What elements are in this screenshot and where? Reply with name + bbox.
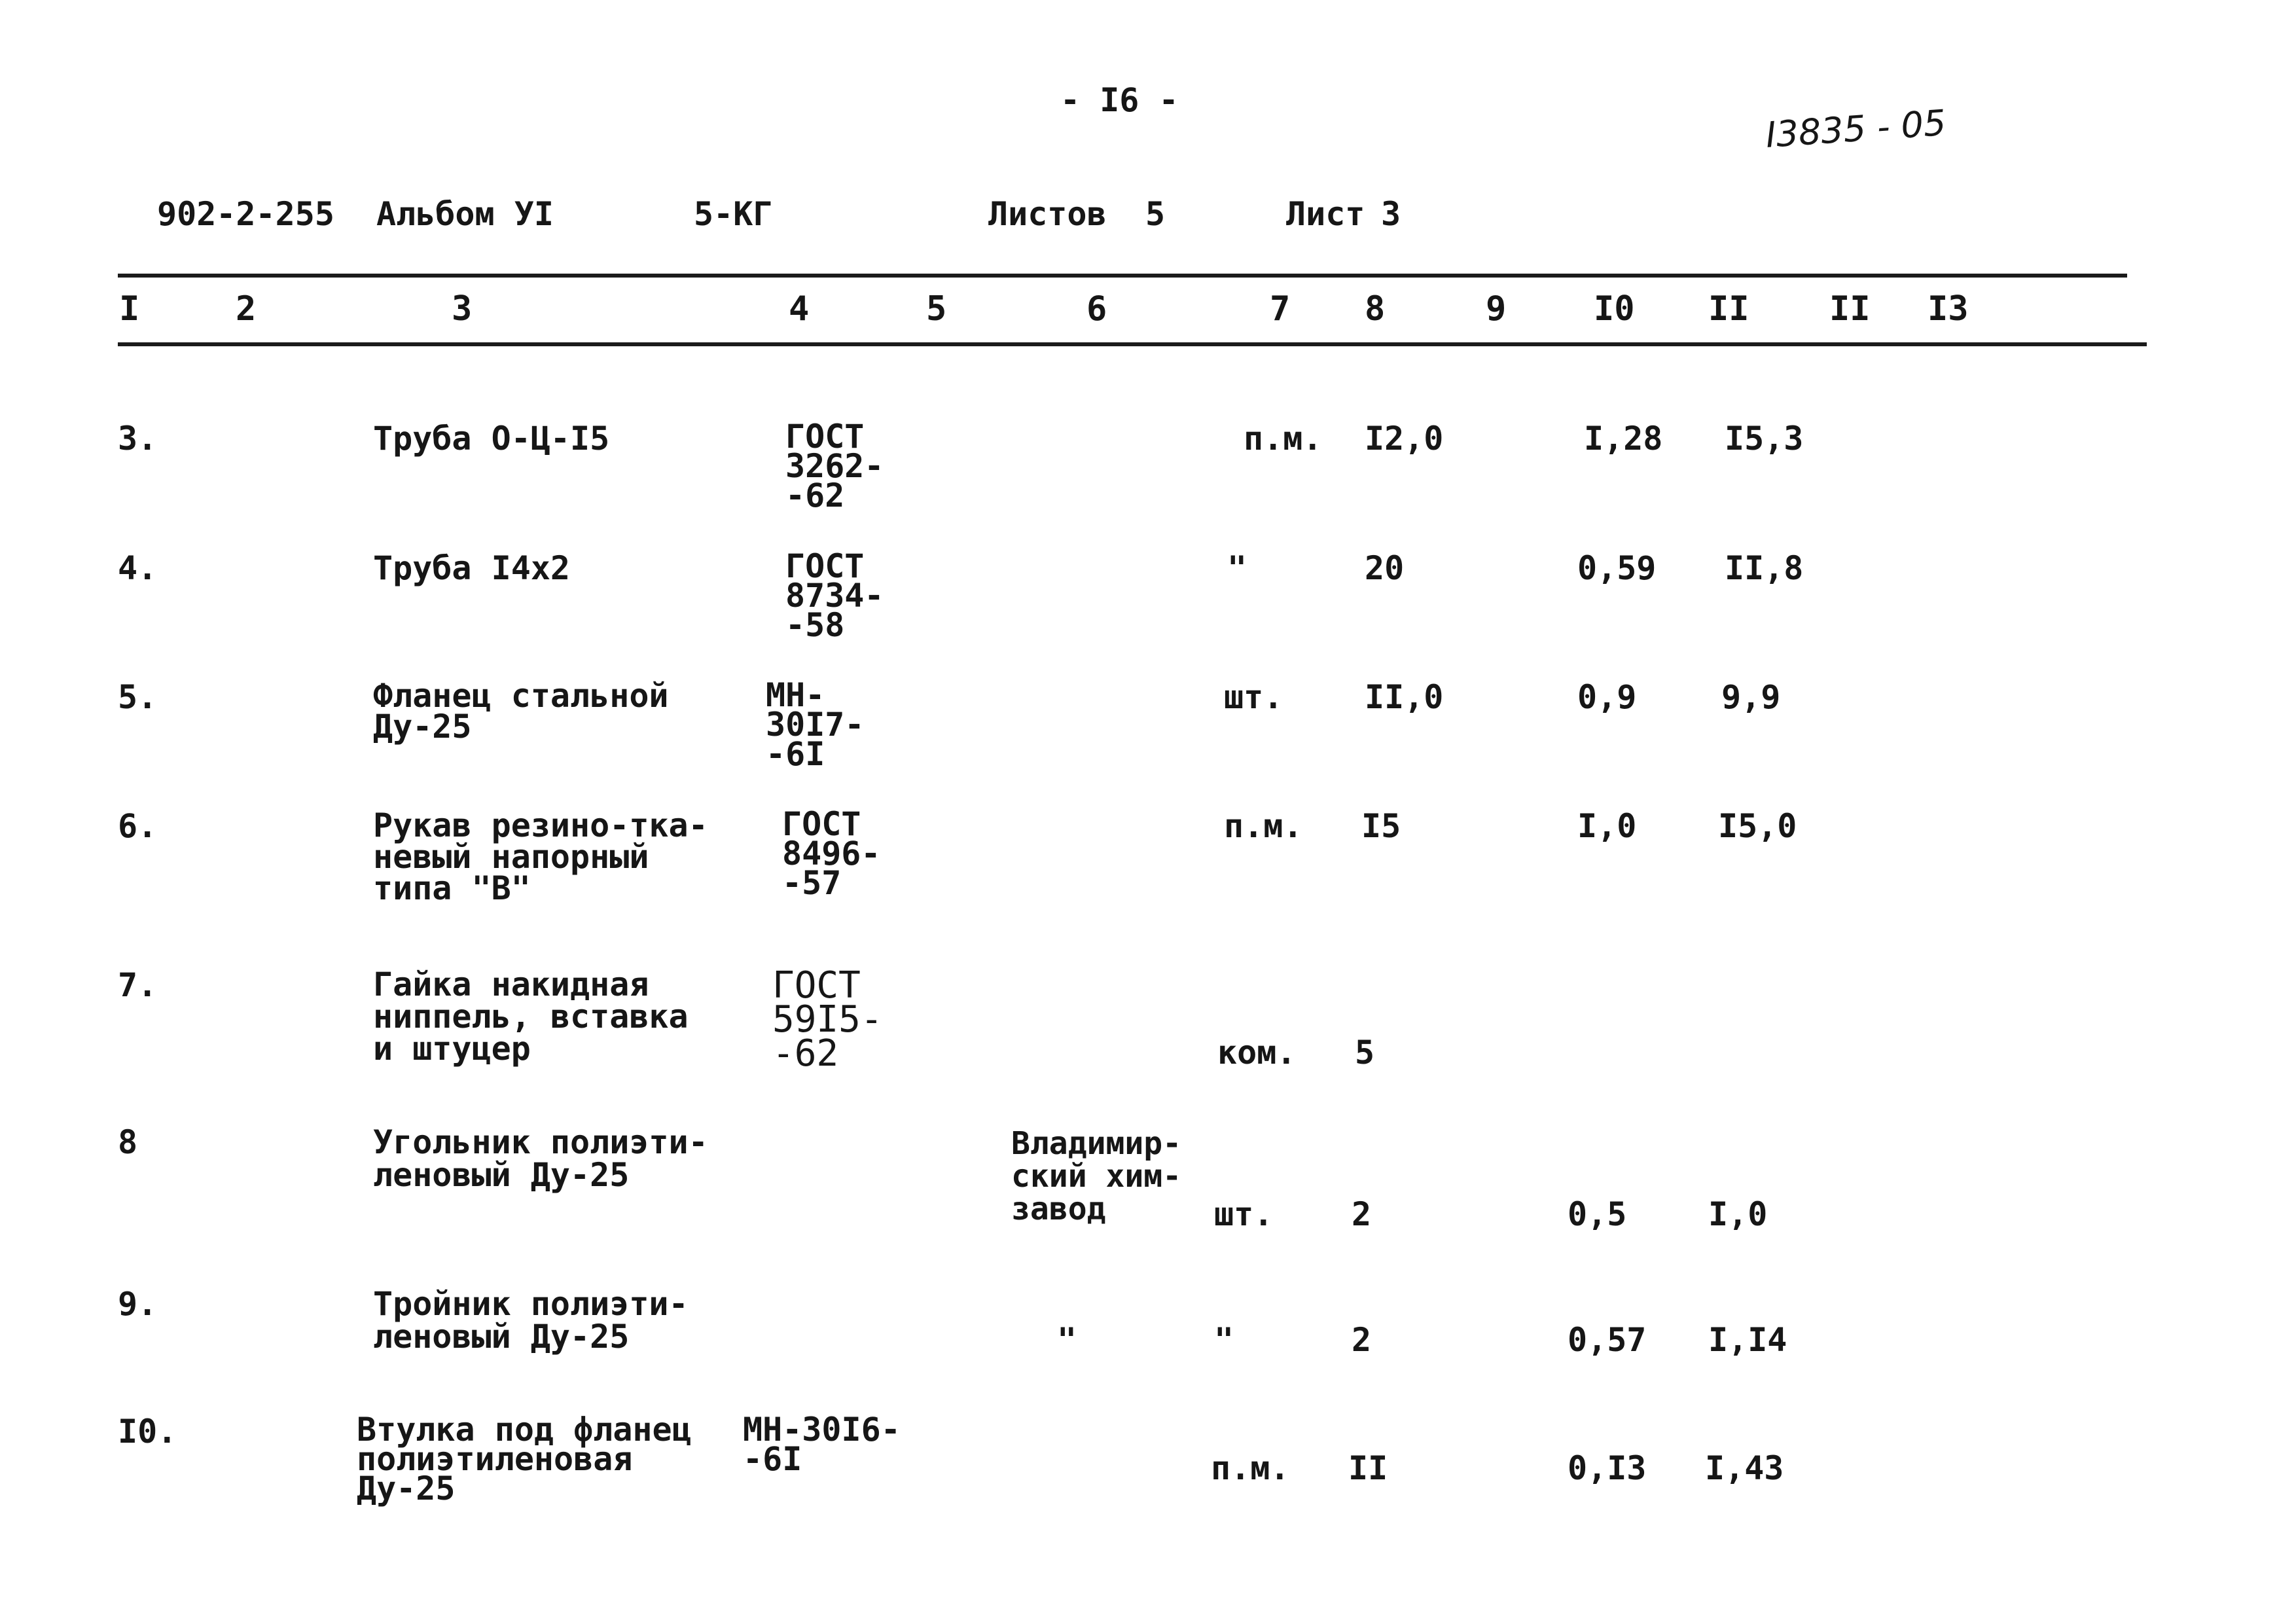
item-total-weight: II,8: [1725, 549, 1804, 587]
item-name: Тройник полиэти- леновый Ду-25: [373, 1285, 689, 1356]
sheets-value: 5: [1145, 195, 1166, 233]
column-number: I0: [1594, 289, 1635, 329]
item-standard: МН- 30I7- -6I: [766, 676, 865, 773]
column-number: I: [119, 289, 140, 329]
album-label: Альбом УI: [376, 195, 554, 233]
item-name: Труба О-Ц-I5: [373, 420, 610, 458]
item-name: Втулка под фланец полиэтиленовая Ду-25: [357, 1411, 692, 1507]
item-name: Угольник полиэти- леновый Ду-25: [373, 1123, 708, 1194]
column-number: II: [1829, 289, 1871, 329]
row-number: 9.: [118, 1285, 158, 1323]
page-number: - I6 -: [1060, 81, 1179, 119]
item-name: Фланец стальной Ду-25: [373, 677, 669, 746]
item-quantity: I2,0: [1365, 420, 1444, 458]
item-unit: шт.: [1214, 1195, 1274, 1233]
item-standard: ГОСТ 8496- -57: [782, 805, 881, 902]
item-unit: п.м.: [1244, 420, 1323, 458]
row-number: 5.: [118, 678, 158, 716]
sheet-label: Лист: [1286, 195, 1365, 233]
item-name: Рукав резино-тка- невый напорный типа "В": [373, 806, 708, 907]
item-unit: п.м.: [1211, 1449, 1290, 1487]
item-quantity: II: [1348, 1449, 1388, 1487]
row-number: I0.: [118, 1413, 177, 1451]
column-number: 4: [789, 289, 810, 329]
sheet-value: 3: [1381, 195, 1401, 233]
item-quantity: 2: [1352, 1195, 1372, 1233]
item-standard: ГОСТ 3262- -62: [785, 418, 884, 514]
item-total-weight: I5,3: [1725, 420, 1804, 458]
item-unit-weight: 0,9: [1577, 678, 1637, 716]
item-quantity: I5: [1361, 807, 1401, 845]
item-unit-weight: I,0: [1577, 807, 1637, 845]
item-unit-weight: 0,5: [1568, 1195, 1627, 1233]
item-unit: ": [1214, 1321, 1234, 1359]
archive-stamp: I3835 - 05: [1764, 101, 1948, 156]
section-code: 5-КГ: [694, 195, 773, 233]
column-number: 7: [1270, 289, 1291, 329]
column-number: 6: [1086, 289, 1107, 329]
item-total-weight: 9,9: [1721, 678, 1781, 716]
item-standard: МН-30I6- -6I: [743, 1411, 901, 1478]
item-quantity: 20: [1365, 549, 1405, 587]
item-name: Гайка накидная ниппель, вставка и штуцер: [373, 965, 689, 1068]
item-quantity: 5: [1355, 1034, 1375, 1072]
item-total-weight: I,43: [1705, 1449, 1784, 1487]
item-unit: шт.: [1224, 678, 1283, 716]
row-number: 4.: [118, 549, 158, 587]
column-number: 5: [926, 289, 947, 329]
item-unit-weight: 0,57: [1568, 1321, 1647, 1359]
item-total-weight: I5,0: [1718, 807, 1797, 845]
sheets-label: Листов: [988, 195, 1107, 233]
item-unit: ком.: [1217, 1034, 1297, 1072]
project-code: 902-2-255: [157, 195, 334, 233]
item-total-weight: I,0: [1708, 1195, 1768, 1233]
item-unit-weight: 0,I3: [1568, 1449, 1647, 1487]
column-number: 9: [1486, 289, 1507, 329]
row-number: 3.: [118, 420, 158, 458]
column-number: 2: [236, 289, 257, 329]
item-name: Труба I4x2: [373, 549, 571, 587]
table-top-rule: [118, 274, 2127, 278]
column-number: II: [1708, 289, 1749, 329]
item-quantity: II,0: [1365, 678, 1444, 716]
item-unit-weight: I,28: [1584, 420, 1663, 458]
item-standard: ГОСТ 8734- -58: [785, 547, 884, 644]
table-header-rule: [118, 342, 2147, 346]
item-supplier: Владимир- ский хим- завод: [1011, 1125, 1182, 1227]
item-total-weight: I,I4: [1708, 1321, 1787, 1359]
column-number: I3: [1928, 289, 1969, 329]
item-supplier: ": [1057, 1321, 1077, 1359]
column-number: 3: [452, 289, 473, 329]
item-unit: п.м.: [1224, 807, 1303, 845]
item-unit: ": [1227, 549, 1247, 587]
column-number: 8: [1365, 289, 1386, 329]
row-number: 8: [118, 1123, 138, 1161]
item-quantity: 2: [1352, 1321, 1372, 1359]
item-unit-weight: 0,59: [1577, 549, 1657, 587]
row-number: 6.: [118, 807, 158, 845]
item-standard: ГОСТ 59I5- -62: [772, 964, 883, 1075]
row-number: 7.: [118, 966, 158, 1004]
